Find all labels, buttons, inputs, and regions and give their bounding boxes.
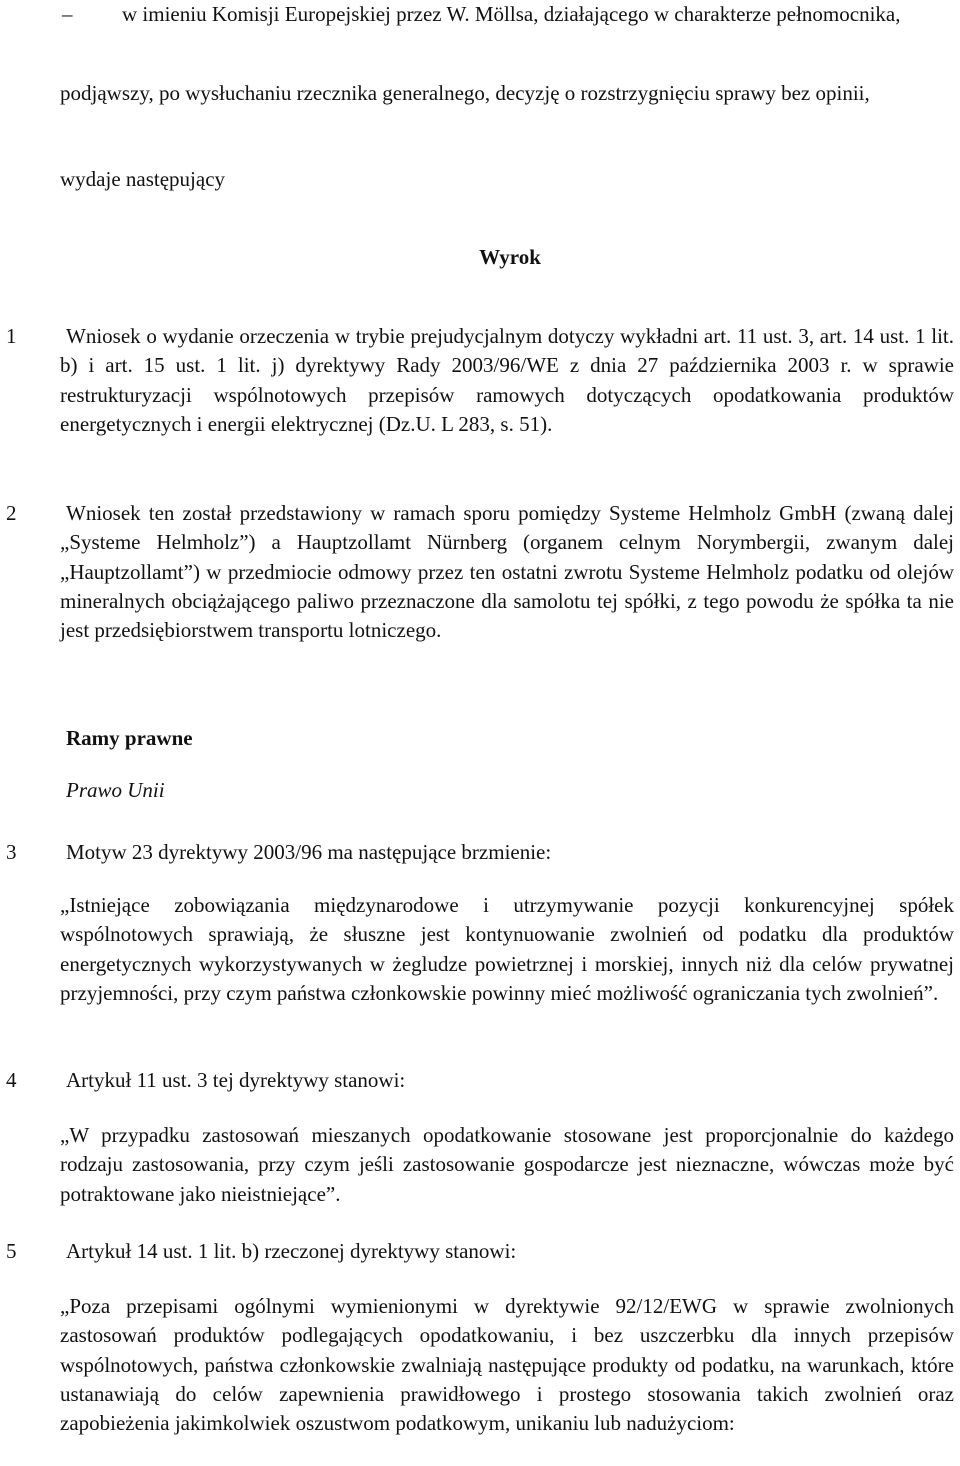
section-heading: Ramy prawne [66,726,193,750]
paragraph-number: 5 [6,1239,17,1263]
quoted-text: „Istniejące zobowiązania międzynarodowe i utrzymywanie pozycji konkurencyjnej spółek wspólnotowych sprawiają, że słuszne jest kontynuowanie zwolnień od podatku dla produktów energetycznych wykorzystywanych w żegludze powietrznej i morskiej, innych niż dla celów prywatnej przyjemności, przy czym państwa członkowskie powinny mieć możliwość ograniczania tych zwolnień”. [60,893,954,1005]
intro-agent: w imieniu Komisji Europejskiej przez W. Möllsa, działającego w charakterze pełnomocnika, [122,2,901,26]
paragraph-text: Artykuł 14 ust. 1 lit. b) rzeczonej dyrektywy stanowi: [66,1239,517,1263]
paragraph-text: Wniosek ten został przedstawiony w ramach sporu pomiędzy Systeme Helmholz GmbH (zwaną dalej „Systeme Helmholz”) a Hauptzollamt Nürnberg (organem celnym Norymbergii, zwanym dalej „Hauptzollamt”) w przedmiocie odmowy przez ten ostatni zwrotu Systeme Helmholz podatku od olejów mineralnych obciążającego paliwo przeznaczone dla samolotu tej spółki, z tego powodu że spółka ta nie jest przedsiębiorstwem transportu lotniczego. [60,501,954,643]
paragraph-text: Artykuł 11 ust. 3 tej dyrektywy stanowi: [66,1068,406,1092]
intro-dash: – [62,2,73,26]
paragraph-number: 1 [6,324,17,348]
paragraph-number: 4 [6,1068,17,1092]
section-subheading: Prawo Unii [66,778,165,802]
quoted-text: „Poza przepisami ogólnymi wymienionymi w dyrektywie 92/12/EWG w sprawie zwolnionych zastosowań produktów podlegających opodatkowaniu, i bez uszczerbku dla innych przepisów wspólnotowych, państwa członkowskie zwalniają następujące produkty od podatku, na warunkach, które ustanawiają do celów zapewnienia prawidłowego i prostego stosowania takich zwolnień oraz zapobieżenia jakimkolwiek oszustwom podatkowym, unikaniu lub nadużyciom: [60,1294,954,1436]
paragraph-text: Motyw 23 dyrektywy 2003/96 ma następujące brzmienie: [66,840,552,864]
judgment-heading: Wyrok [479,245,541,269]
intro-delivers: wydaje następujący [60,167,226,191]
paragraph-text: Wniosek o wydanie orzeczenia w trybie prejudycjalnym dotyczy wykładni art. 11 ust. 3, art. 14 ust. 1 lit. b) i art. 15 ust. 1 lit. j) dyrektywy Rady 2003/96/WE z dnia 27 października 2003 r. w sprawie restrukturyzacji wspólnotowych przepisów ramowych dotyczących opodatkowania produktów energetycznych i energii elektrycznej (Dz.U. L 283, s. 51). [60,324,954,436]
quoted-text: „W przypadku zastosowań mieszanych opodatkowanie stosowane jest proporcjonalnie do każdego rodzaju zastosowania, przy czym jeśli zastosowanie gospodarcze jest nieznaczne, wówczas może być potraktowane jako nieistniejące”. [60,1123,954,1206]
intro-having-heard: podjąwszy, po wysłuchaniu rzecznika generalnego, decyzję o rozstrzygnięciu sprawy bez opinii, [60,81,870,105]
paragraph-number: 3 [6,840,17,864]
paragraph-number: 2 [6,501,17,525]
